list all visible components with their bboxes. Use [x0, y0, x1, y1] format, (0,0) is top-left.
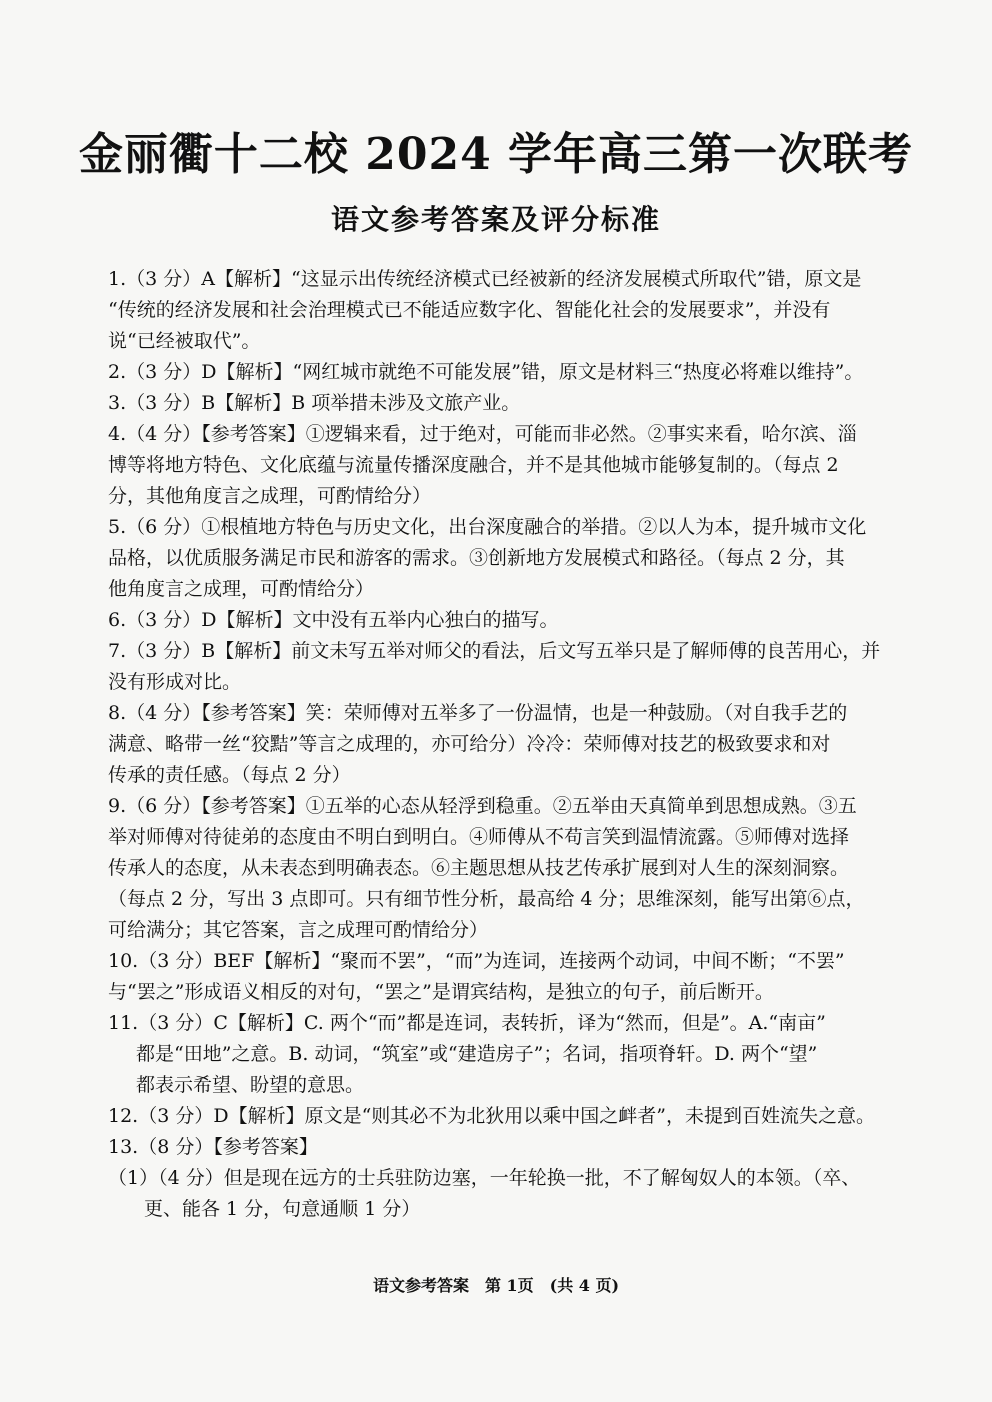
answer-line: 9.（6 分）【参考答案】①五举的心态从轻浮到稳重。②五举由天真简单到思想成熟。③五	[108, 795, 857, 817]
answer-line: 都表示希望、盼望的意思。	[136, 1074, 365, 1096]
answer-item-10	[108, 946, 888, 1008]
answer-line: 都是“田地”之意。B. 动词，“筑室”或“建造房子”；名词，指项脊轩。D. 两个“望”	[136, 1043, 818, 1065]
answer-line: 2.（3 分）D【解析】“网红城市就绝不可能发展”错，原文是材料三“热度必将难以维持”。	[108, 361, 864, 383]
answer-line: 6.（3 分）D【解析】文中没有五举内心独白的描写。	[108, 609, 559, 631]
answer-line: 没有形成对比。	[108, 671, 242, 693]
document-title: 金丽衢十二校 2024 学年高三第一次联考	[78, 129, 914, 180]
answer-item-7	[108, 636, 888, 698]
answer-item-12	[108, 1101, 888, 1132]
answer-line: 满意、略带一丝“狡黠”等言之成理的，亦可给分）冷冷：荣师傅对技艺的极致要求和对	[108, 733, 831, 755]
answer-item-13	[108, 1132, 888, 1163]
page-footer: 语文参考答案 第 1页 (共 4 页)	[372, 1276, 620, 1295]
answer-item-2	[108, 357, 888, 388]
answer-line: 与“罢之”形成语义相反的对句，“罢之”是谓宾结构，是独立的句子，前后断开。	[108, 981, 774, 1003]
answer-item-9	[108, 791, 888, 946]
answer-item-11	[108, 1008, 888, 1101]
answer-line: 12.（3 分）D【解析】原文是“则其必不为北狄用以乘中国之衅者”，未提到百姓流失之意。	[108, 1105, 876, 1127]
answer-line: 11.（3 分）C【解析】C. 两个“而”都是连词，表转折，译为“然而，但是”。A.“南亩”	[108, 1012, 826, 1034]
answer-line: 分，其他角度言之成理，可酌情给分）	[108, 485, 432, 507]
answer-line: 博等将地方特色、文化底蕴与流量传播深度融合，并不是其他城市能够复制的。（每点 2	[108, 454, 839, 476]
answer-line: 举对师傅对待徒弟的态度由不明白到明白。④师傅从不苟言笑到温情流露。⑤师傅对选择	[108, 826, 850, 848]
answer-line: 3.（3 分）B【解析】B 项举措未涉及文旅产业。	[108, 392, 521, 414]
answer-line: 品格，以优质服务满足市民和游客的需求。③创新地方发展模式和路径。（每点 2 分，其	[108, 547, 845, 569]
answer-item-13-1	[108, 1163, 888, 1225]
answer-item-8	[108, 698, 888, 791]
answer-line: 传承人的态度，从未表态到明确表态。⑥主题思想从技艺传承扩展到对人生的深刻洞察。	[108, 857, 850, 879]
answer-list	[108, 264, 888, 1225]
answer-line: “传统的经济发展和社会治理模式已不能适应数字化、智能化社会的发展要求”，并没有	[108, 299, 831, 321]
answer-line: 4.（4 分）【参考答案】①逻辑来看，过于绝对，可能而非必然。②事实来看，哈尔滨、淄	[108, 423, 857, 445]
answer-item-6	[108, 605, 888, 636]
answer-line: 更、能各 1 分，句意通顺 1 分）	[144, 1198, 421, 1220]
answer-item-5	[108, 512, 888, 605]
answer-line: （1）（4 分）但是现在远方的士兵驻防边塞，一年轮换一批，不了解匈奴人的本领。（卒、	[108, 1167, 861, 1189]
answer-item-1	[108, 264, 888, 357]
document-subtitle: 语文参考答案及评分标准	[330, 203, 661, 236]
answer-line: 传承的责任感。（每点 2 分）	[108, 764, 351, 786]
answer-line: 说“已经被取代”。	[108, 330, 261, 352]
answer-line: 他角度言之成理，可酌情给分）	[108, 578, 375, 600]
answer-item-3	[108, 388, 888, 419]
answer-item-4	[108, 419, 888, 512]
answer-line: 5.（6 分）①根植地方特色与历史文化，出台深度融合的举措。②以人为本，提升城市文化	[108, 516, 867, 538]
answer-line: 7.（3 分）B【解析】前文未写五举对师父的看法，后文写五举只是了解师傅的良苦用心，并	[108, 640, 881, 662]
answer-line: 13.（8 分）【参考答案】	[108, 1136, 318, 1158]
answer-line: 可给满分；其它答案，言之成理可酌情给分）	[108, 919, 489, 941]
answer-line: 1.（3 分）A【解析】“这显示出传统经济模式已经被新的经济发展模式所取代”错，原文是	[108, 268, 862, 290]
answer-line: 10.（3 分）BEF【解析】“聚而不罢”，“而”为连词，连接两个动词，中间不断；“不罢”	[108, 950, 845, 972]
answer-line: 8.（4 分）【参考答案】笑：荣师傅对五举多了一份温情，也是一种鼓励。（对自我手艺的	[108, 702, 848, 724]
answer-line: （每点 2 分，写出 3 点即可。只有细节性分析，最高给 4 分；思维深刻，能写出第⑥点，	[108, 888, 865, 910]
